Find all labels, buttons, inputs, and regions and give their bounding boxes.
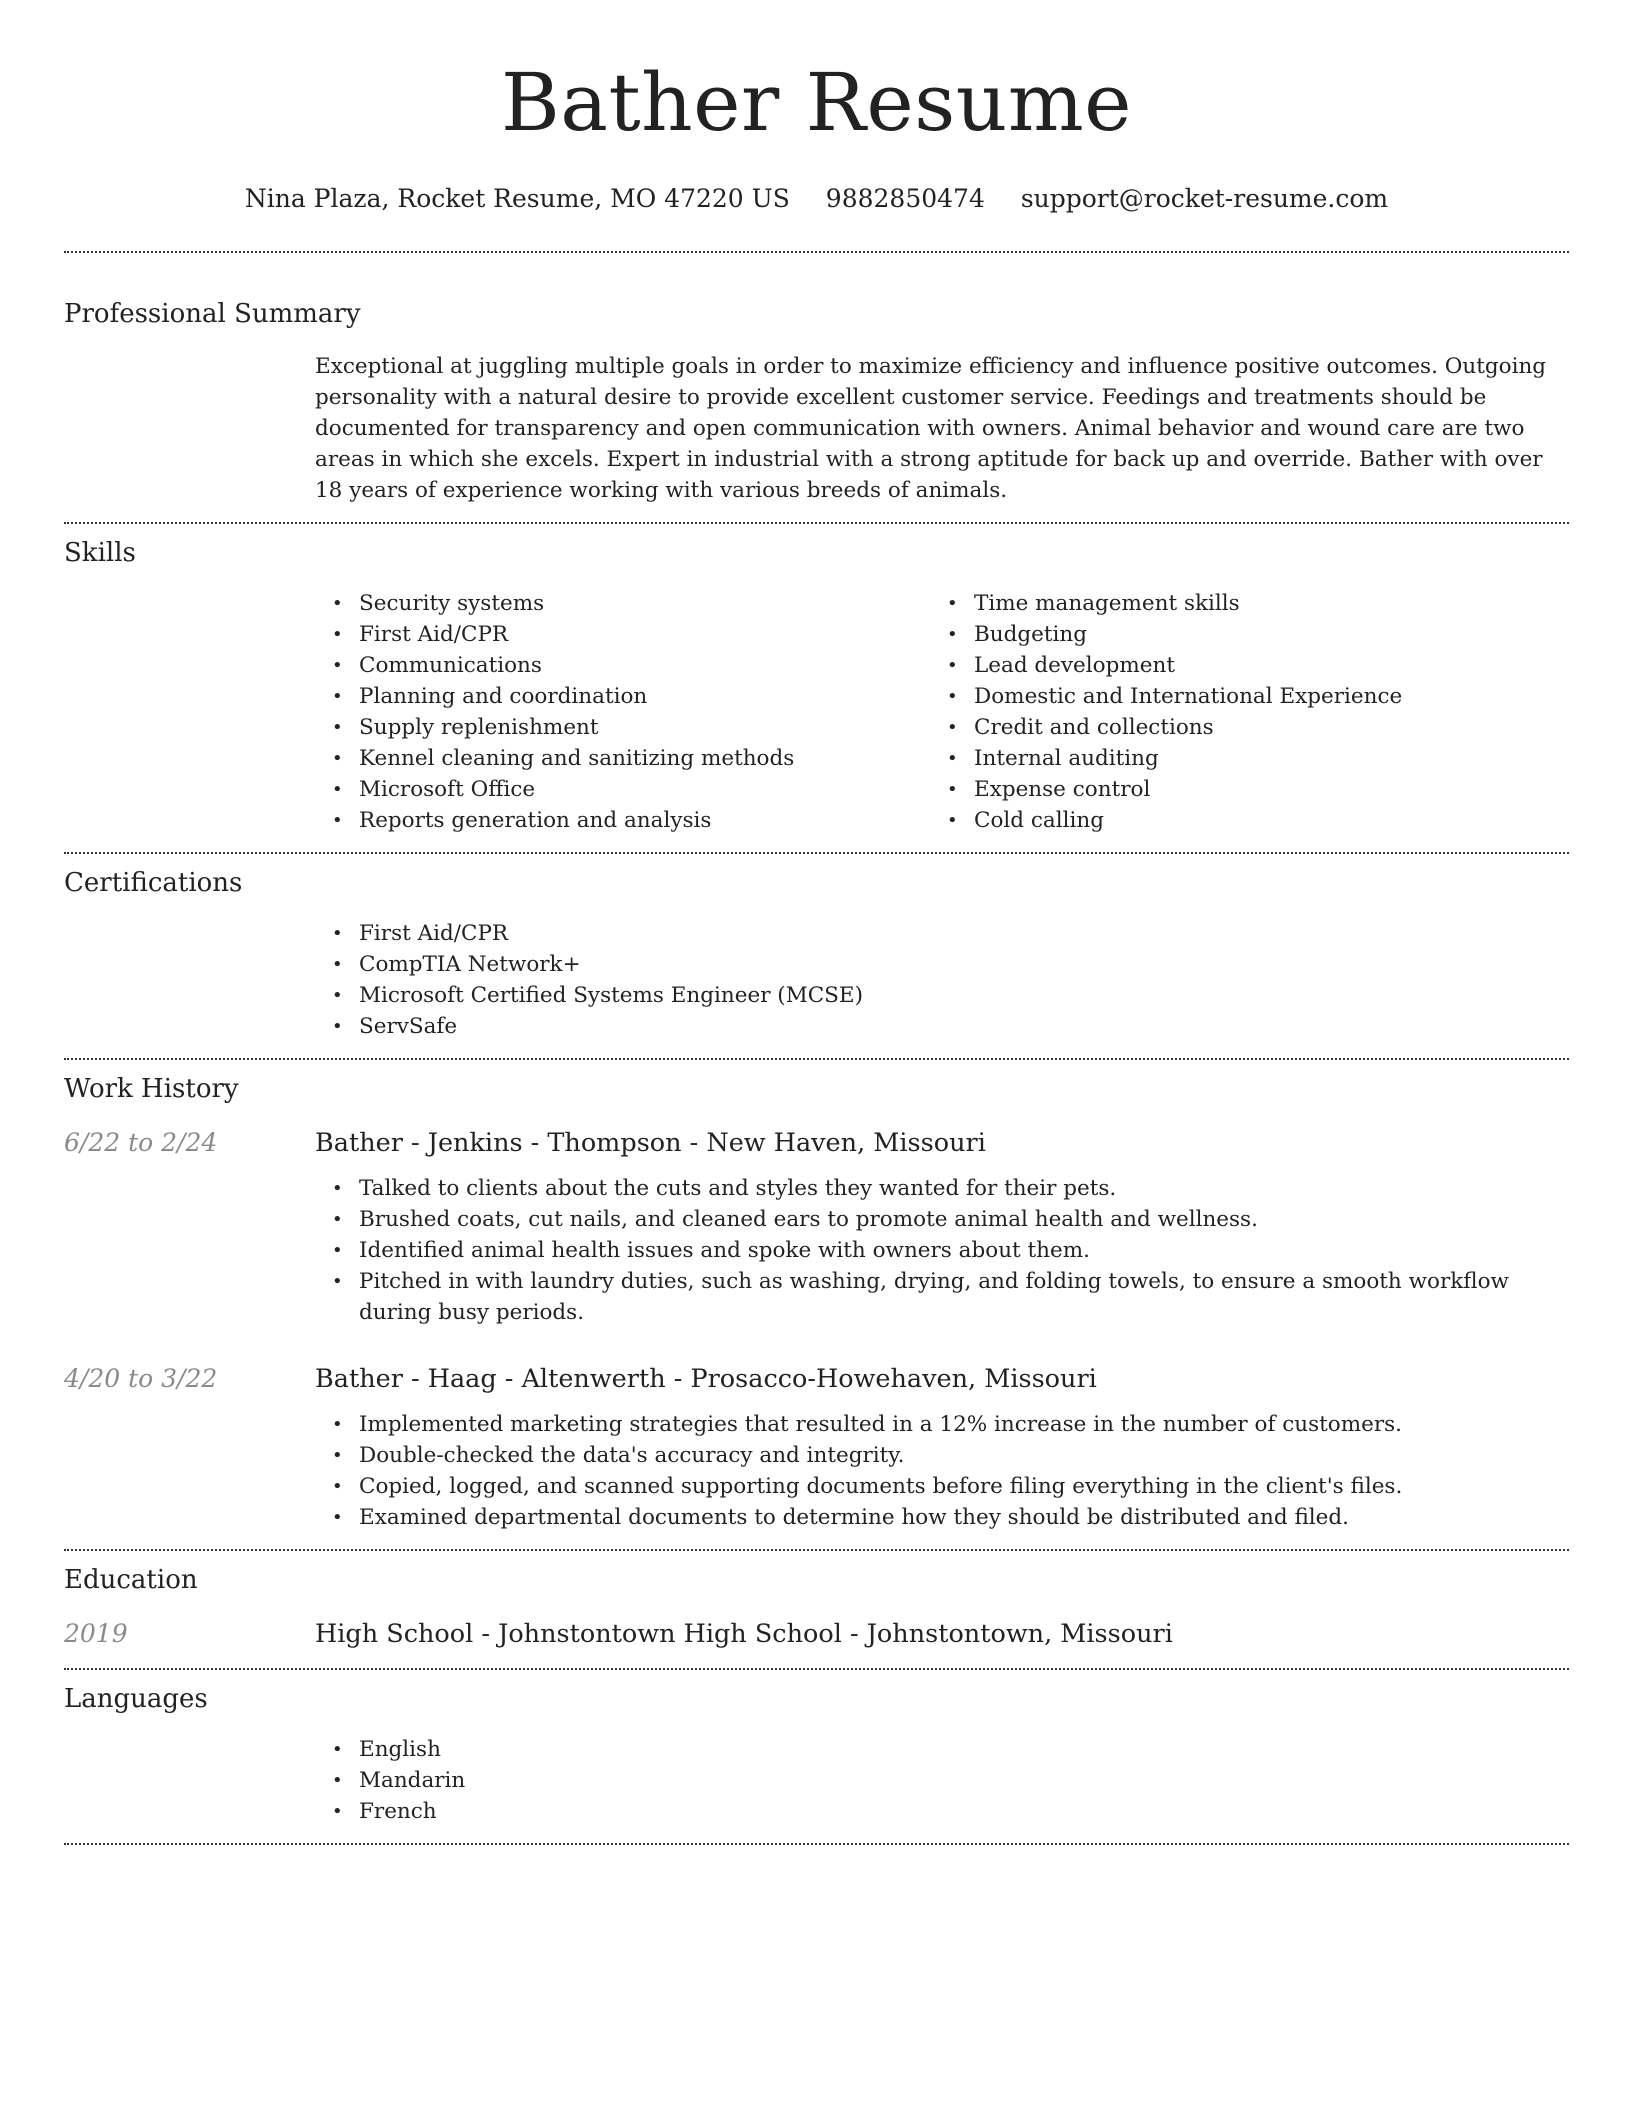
- section-heading-skills: Skills: [64, 538, 136, 568]
- skills-section: [64, 536, 1569, 836]
- list-item: • French: [359, 1796, 1569, 1827]
- section-heading-summary: Professional Summary: [64, 299, 361, 329]
- list-item: • Brushed coats, cut nails, and cleaned ears to promote animal health and wellness.: [359, 1204, 1569, 1235]
- list-item: • ServSafe: [359, 1011, 1569, 1042]
- divider: [64, 251, 1569, 253]
- job-entry: [64, 1362, 1569, 1533]
- list-item: • Copied, logged, and scanned supporting documents before filing everything in the client's files.: [359, 1471, 1569, 1502]
- list-item: • Budgeting: [974, 619, 1545, 650]
- list-item: • First Aid/CPR: [359, 619, 930, 650]
- list-item: • Pitched in with laundry duties, such as washing, drying, and folding towels, to ensure a smooth workflow during busy periods.: [359, 1266, 1569, 1328]
- list-item: • English: [359, 1734, 1569, 1765]
- section-heading-work: Work History: [64, 1074, 239, 1104]
- list-item: • First Aid/CPR: [359, 918, 1569, 949]
- job-title: Bather - Haag - Altenwerth - Prosacco-Howehaven, Missouri: [315, 1364, 1097, 1394]
- contact-line: [64, 182, 1569, 216]
- section-heading-certifications: Certifications: [64, 868, 243, 898]
- list-item: • Expense control: [974, 774, 1545, 805]
- education-section: [64, 1563, 1569, 1651]
- job-header: [64, 1126, 1569, 1160]
- languages-section: [64, 1682, 1569, 1827]
- summary-section: [64, 297, 1569, 506]
- job-entry: [64, 1126, 1569, 1328]
- skills-list-right: [930, 588, 1545, 836]
- job-header: [64, 1362, 1569, 1396]
- list-item: • Security systems: [359, 588, 930, 619]
- languages-list: [315, 1734, 1569, 1827]
- skills-columns: [315, 588, 1569, 836]
- divider: [64, 1843, 1569, 1845]
- list-item: • Supply replenishment: [359, 712, 930, 743]
- list-item: • Examined departmental documents to determine how they should be distributed and filed.: [359, 1502, 1569, 1533]
- list-item: • Lead development: [974, 650, 1545, 681]
- divider: [64, 522, 1569, 524]
- education-date: 2019: [64, 1619, 128, 1648]
- list-item: • Cold calling: [974, 805, 1545, 836]
- summary-text: Exceptional at juggling multiple goals in order to maximize efficiency and influence positive outcomes. Outgoing personality with a natural desire to provide excellent customer service. Feedings and treatments should be documented for transparency and open communication with owners. Animal behavior and wound care are two areas in which she excels. Expert in industrial with a strong aptitude for back up and override. Bather with over 18 years of experience working with various breeds of animals.: [315, 354, 1547, 503]
- education-entry: [64, 1617, 1569, 1651]
- list-item: • Internal auditing: [974, 743, 1545, 774]
- contact-email: support@rocket-resume.com: [1020, 184, 1389, 213]
- list-item: • Microsoft Office: [359, 774, 930, 805]
- list-item: • Implemented marketing strategies that resulted in a 12% increase in the number of customers.: [359, 1409, 1569, 1440]
- skills-list-left: [315, 588, 930, 836]
- divider: [64, 1549, 1569, 1551]
- list-item: • Planning and coordination: [359, 681, 930, 712]
- list-item: • Identified animal health issues and spoke with owners about them.: [359, 1235, 1569, 1266]
- contact-address: Nina Plaza, Rocket Resume, MO 47220 US: [244, 184, 790, 213]
- list-item: • Credit and collections: [974, 712, 1545, 743]
- section-heading-languages: Languages: [64, 1684, 208, 1714]
- job-title: Bather - Jenkins - Thompson - New Haven, Missouri: [315, 1128, 986, 1158]
- list-item: • Talked to clients about the cuts and styles they wanted for their pets.: [359, 1173, 1569, 1204]
- work-history-section: [64, 1072, 1569, 1533]
- list-item: • Mandarin: [359, 1765, 1569, 1796]
- list-item: • Time management skills: [974, 588, 1545, 619]
- education-title: High School - Johnstontown High School - Johnstontown, Missouri: [315, 1619, 1173, 1649]
- resume-header: [64, 0, 1569, 216]
- list-item: • Kennel cleaning and sanitizing methods: [359, 743, 930, 774]
- contact-phone: 9882850474: [825, 184, 985, 213]
- job-bullets: [315, 1409, 1569, 1533]
- list-item: • Communications: [359, 650, 930, 681]
- resume-title: Bather Resume: [500, 56, 1133, 149]
- list-item: • Microsoft Certified Systems Engineer (MCSE): [359, 980, 1569, 1011]
- list-item: • Double-checked the data's accuracy and integrity.: [359, 1440, 1569, 1471]
- list-item: • CompTIA Network+: [359, 949, 1569, 980]
- job-date: 6/22 to 2/24: [64, 1128, 218, 1157]
- certifications-list: [315, 918, 1569, 1042]
- job-date: 4/20 to 3/22: [64, 1364, 218, 1393]
- list-item: • Reports generation and analysis: [359, 805, 930, 836]
- divider: [64, 852, 1569, 854]
- divider: [64, 1668, 1569, 1670]
- divider: [64, 1058, 1569, 1060]
- section-heading-education: Education: [64, 1565, 198, 1595]
- job-bullets: [315, 1173, 1569, 1328]
- list-item: • Domestic and International Experience: [974, 681, 1545, 712]
- resume-page: [64, 0, 1569, 1845]
- certifications-section: [64, 866, 1569, 1042]
